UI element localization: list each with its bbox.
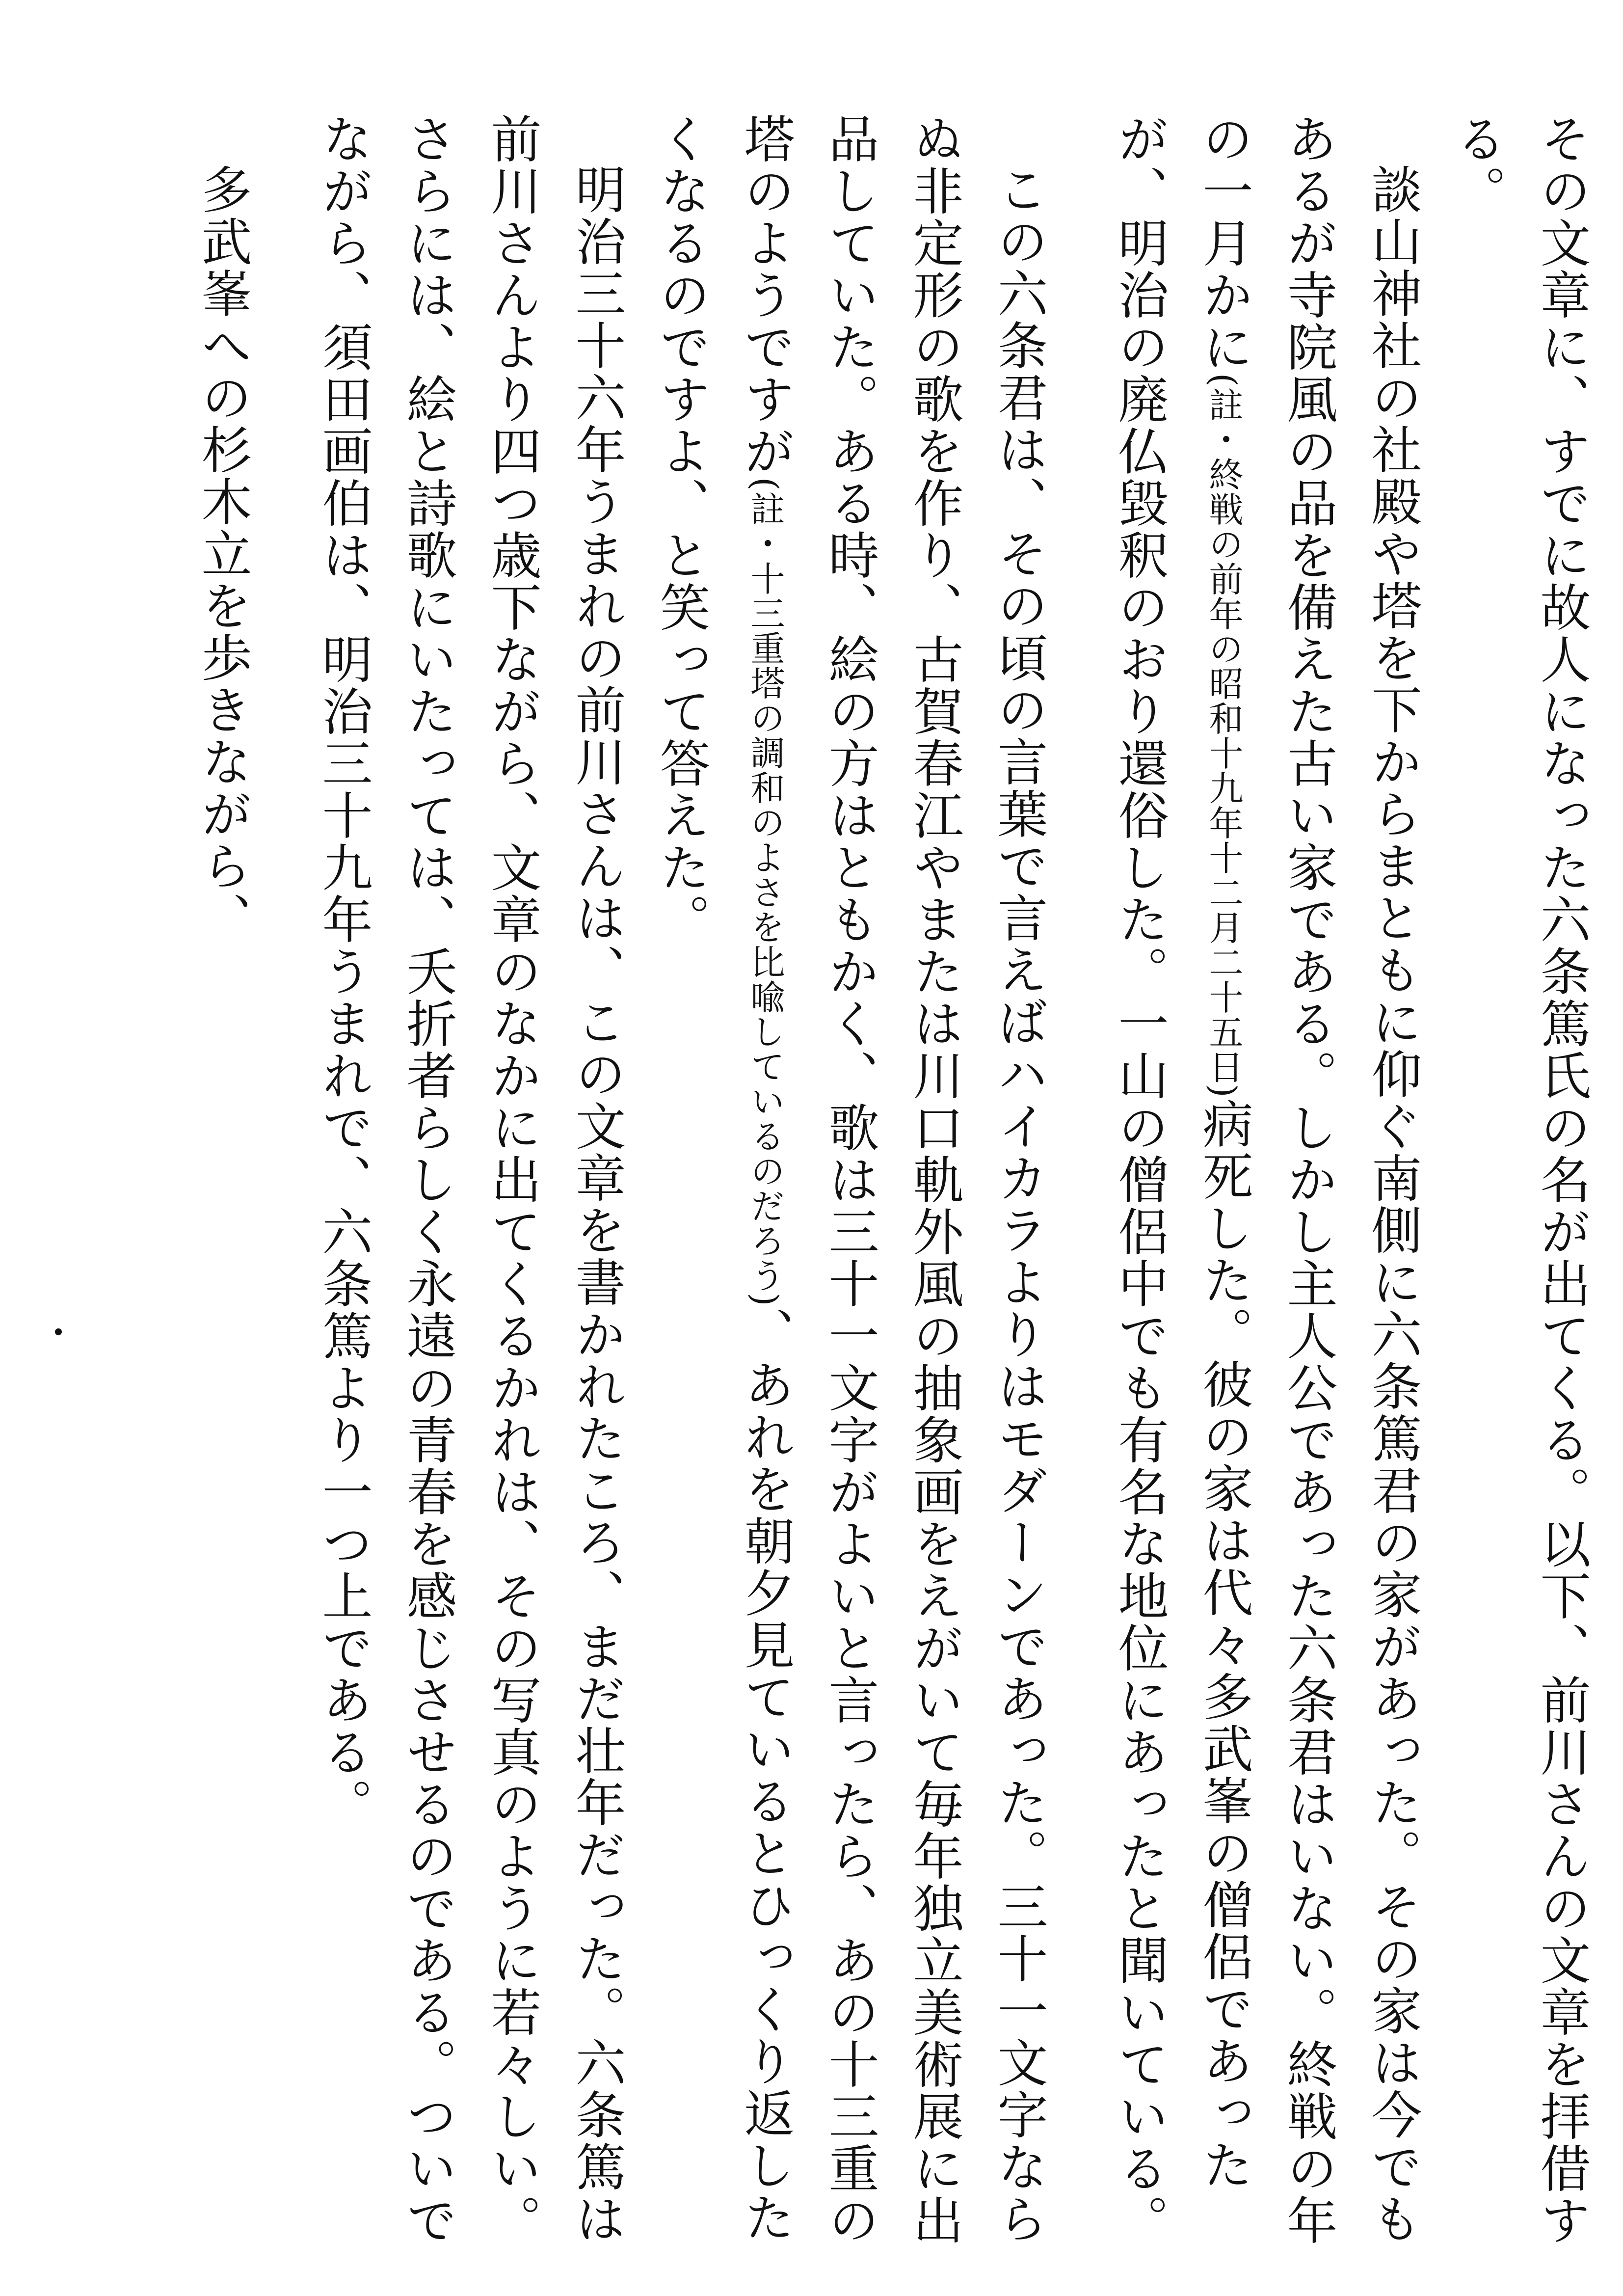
paragraph-text: 多武峯への杉木立を歩きながら、 bbox=[193, 163, 252, 944]
annotation-note: (註・終戦の前年の昭和十九年十二月二十五日) bbox=[1203, 373, 1244, 1098]
paragraph-maekawa bbox=[301, 113, 639, 2263]
paragraph-cedar-path bbox=[180, 113, 265, 2263]
scan-speck bbox=[55, 1328, 62, 1335]
paragraph-intro bbox=[1435, 113, 1603, 2263]
paragraph-danzan-shrine bbox=[1097, 113, 1435, 2263]
paragraph-text: 明治三十六年うまれの前川さんは、この文章を書かれたころ、まだ壮年だった。六条篤は前川さんより四つ歳下ながら、文章のなかに出てくるかれは、その写真のように若々しい。さらには、絵と詩歌にいたっては、夭折者らしく永遠の青春を感じさせるのである。ついでながら、須田画伯は、明治三十九年うまれで、六条篤より一つ上である。 bbox=[314, 113, 626, 2246]
annotation-note: (註・十三重塔の調和のよさを比喩しているのだろう) bbox=[745, 477, 785, 1307]
paragraph-text: 、あれを朝夕見ているとひっくり返したくなるのですよ、と笑って答えた。 bbox=[651, 113, 795, 2243]
paragraph-text: 病死した。彼の家は代々多武峯の僧侶であったが、明治の廃仏毀釈のおり還俗した。一山の僧侶中でも有名な地位にあったと聞いている。 bbox=[1110, 113, 1253, 2246]
paragraph-text: 談山神社の社殿や塔を下からまともに仰ぐ南側に六条篤君の家があった。その家は今でもあるが寺院風の品を備えた古い家である。しかし主人公であった六条君はいない。終戦の年の一月かに bbox=[1194, 113, 1422, 2246]
vertical-text-body bbox=[180, 113, 1603, 2263]
paragraph-rokujo-modern bbox=[639, 113, 1061, 2263]
paragraph-text: この六条君は、その頃の言葉で言えばハイカラよりはモダーンであった。三十一文字ならぬ非定形の歌を作り、古賀春江やまたは川口軌外風の抽象画をえがいて毎年独立美術展に出品していた。ある時、絵の方はともかく、歌は三十一文字がよいと言ったら、あの十三重の塔のようですが bbox=[736, 113, 1048, 2246]
paragraph-text: その文章に、すでに故人になった六条篤氏の名が出てくる。以下、前川さんの文章を拝借する。 bbox=[1447, 113, 1591, 2246]
